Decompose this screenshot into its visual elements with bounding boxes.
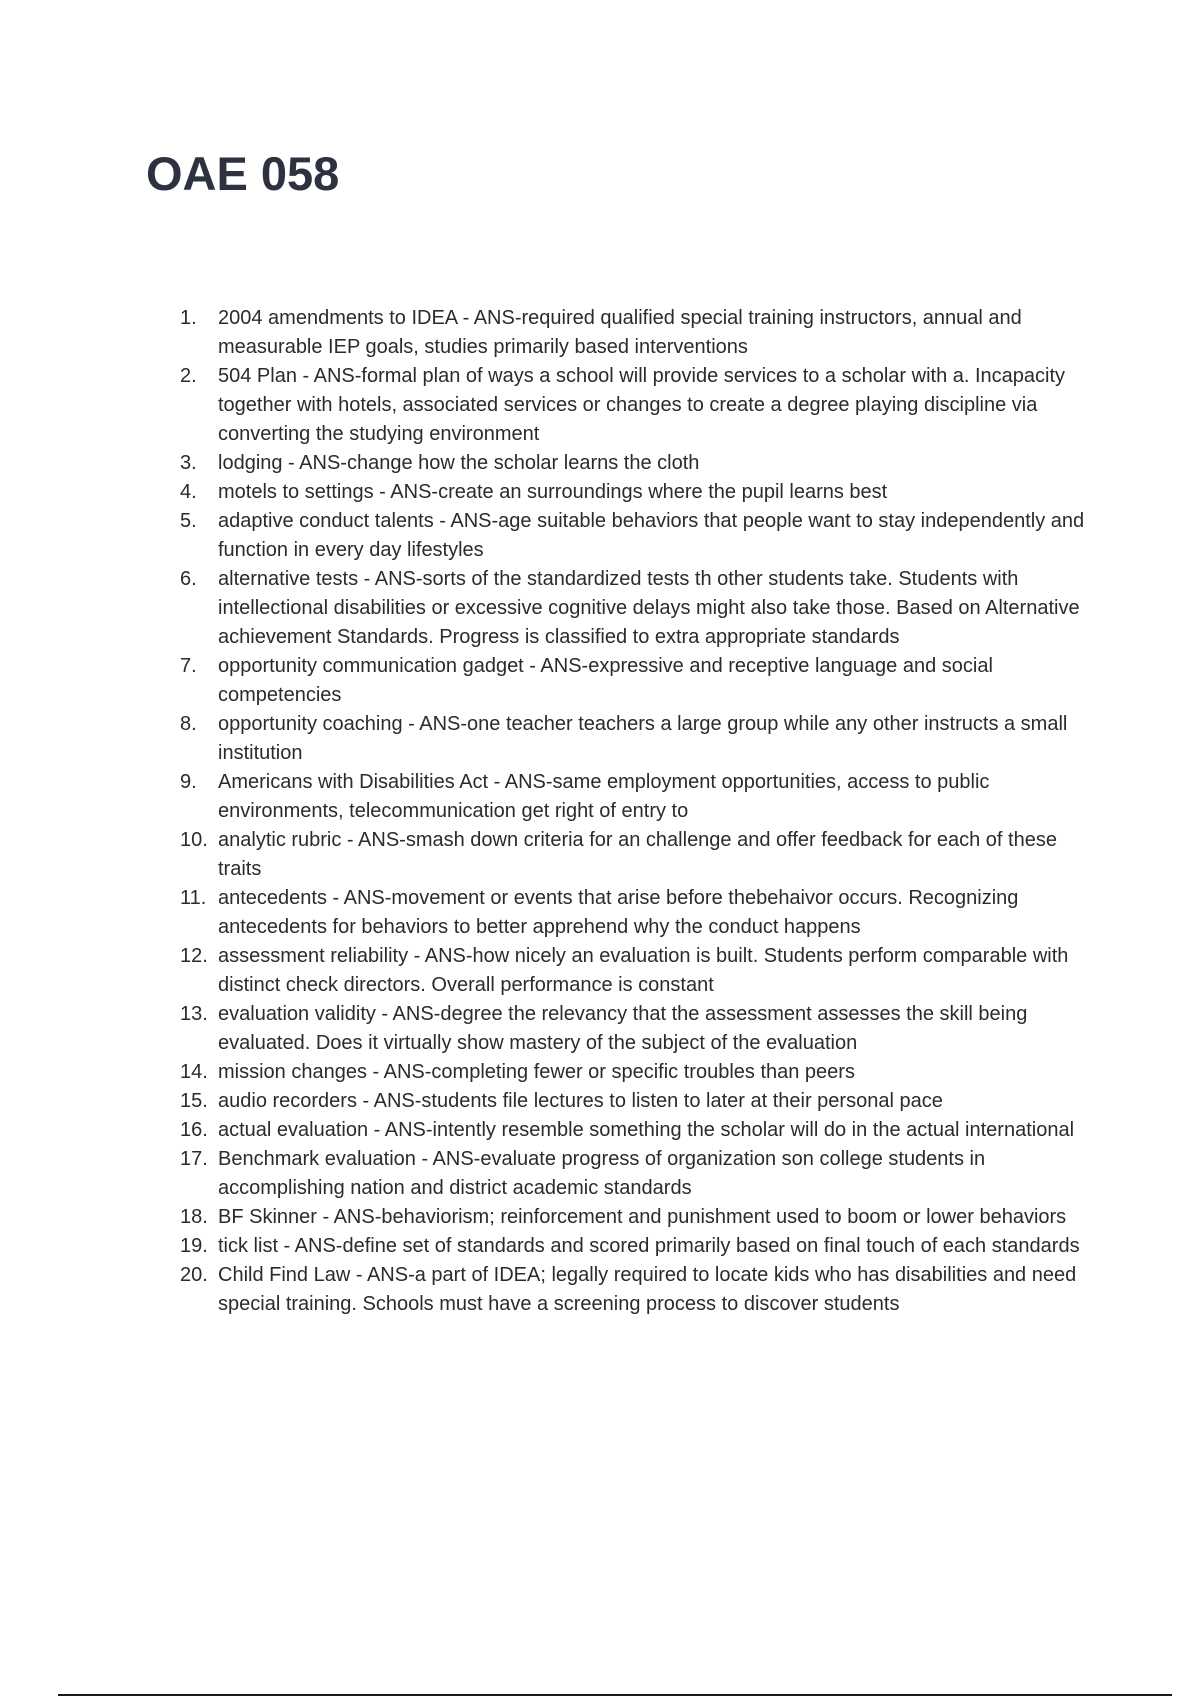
item-number: 20. [180,1264,208,1286]
item-text: adaptive conduct talents - ANS-age suitable behaviors that people want to stay independently and function in every day lifestyles [218,510,1085,561]
item-text: Child Find Law - ANS-a part of IDEA; legally required to locate kids who has disabilities and need special training. Schools must have a screening process to discover students [218,1264,1077,1315]
item-text: analytic rubric - ANS-smash down criteria for an challenge and offer feedback for each of these traits [218,829,1057,880]
list-item [0,1000,1098,1058]
list-item [0,884,1098,942]
item-text: antecedents - ANS-movement or events that arise before thebehaivor occurs. Recognizing antecedents for behaviors to better apprehend why the conduct happens [218,887,1019,938]
item-text: actual evaluation - ANS-intently resemble something the scholar will do in the actual international [218,1119,1075,1141]
list-item [0,942,1098,1000]
item-text: 504 Plan - ANS-formal plan of ways a school will provide services to a scholar with a. Incapacity together with hotels, associated services or changes to create a degree playing discipline via converting the studying environment [218,365,1066,445]
list-item [0,304,1098,362]
item-text: mission changes - ANS-completing fewer or specific troubles than peers [218,1061,855,1083]
list-item [0,1116,1098,1145]
list-item [0,565,1098,652]
item-text: lodging - ANS-change how the scholar learns the cloth [218,452,700,474]
list-item [0,1058,1098,1087]
item-text: audio recorders - ANS-students file lectures to listen to later at their personal pace [218,1090,943,1112]
item-number: 4. [180,481,197,503]
item-text: Americans with Disabilities Act - ANS-same employment opportunities, access to public environments, telecommunication get right of entry to [218,771,990,822]
item-number: 19. [180,1235,208,1257]
item-text: Benchmark evaluation - ANS-evaluate progress of organization son college students in accomplishing nation and district academic standards [218,1148,986,1199]
item-number: 16. [180,1119,208,1141]
list-item [0,1145,1098,1203]
item-number: 5. [180,510,197,532]
item-number: 17. [180,1148,208,1170]
footer-divider [58,1694,1172,1696]
item-number: 12. [180,945,208,967]
qa-list [0,304,1200,1319]
item-number: 9. [180,771,197,793]
list-item [0,768,1098,826]
item-text: opportunity communication gadget - ANS-expressive and receptive language and social competencies [218,655,993,706]
item-number: 7. [180,655,197,677]
item-number: 6. [180,568,197,590]
list-item [0,826,1098,884]
item-number: 2. [180,365,197,387]
item-number: 13. [180,1003,208,1025]
list-item [0,1203,1098,1232]
item-number: 10. [180,829,208,851]
item-text: BF Skinner - ANS-behaviorism; reinforcement and punishment used to boom or lower behaviors [218,1206,1067,1228]
item-number: 11. [180,887,207,909]
item-number: 18. [180,1206,208,1228]
item-text: assessment reliability - ANS-how nicely an evaluation is built. Students perform comparable with distinct check directors. Overall performance is constant [218,945,1069,996]
item-text: 2004 amendments to IDEA - ANS-required qualified special training instructors, annual and measurable IEP goals, studies primarily based interventions [218,307,1022,358]
item-number: 1. [180,307,197,329]
item-number: 8. [180,713,197,735]
list-item [0,449,1098,478]
item-number: 14. [180,1061,208,1083]
list-item [0,507,1098,565]
list-item [0,652,1098,710]
list-item [0,1232,1098,1261]
item-text: evaluation validity - ANS-degree the relevancy that the assessment assesses the skill being evaluated. Does it virtually show mastery of the subject of the evaluation [218,1003,1028,1054]
item-text: tick list - ANS-define set of standards and scored primarily based on final touch of each standards [218,1235,1080,1257]
item-text: motels to settings - ANS-create an surroundings where the pupil learns best [218,481,888,503]
item-text: opportunity coaching - ANS-one teacher teachers a large group while any other instructs a small institution [218,713,1068,764]
list-item [0,1261,1098,1319]
item-number: 3. [180,452,197,474]
list-item [0,362,1098,449]
list-item [0,1087,1098,1116]
item-number: 15. [180,1090,208,1112]
item-text: alternative tests - ANS-sorts of the standardized tests th other students take. Students with intellectional disabilities or excessive cognitive delays might also take those. Based on Alternative achievement Standards. Progress is classified to extra appropriate standards [218,568,1080,648]
list-item [0,478,1098,507]
page-title: OAE 058 [146,147,340,200]
list-item [0,710,1098,768]
